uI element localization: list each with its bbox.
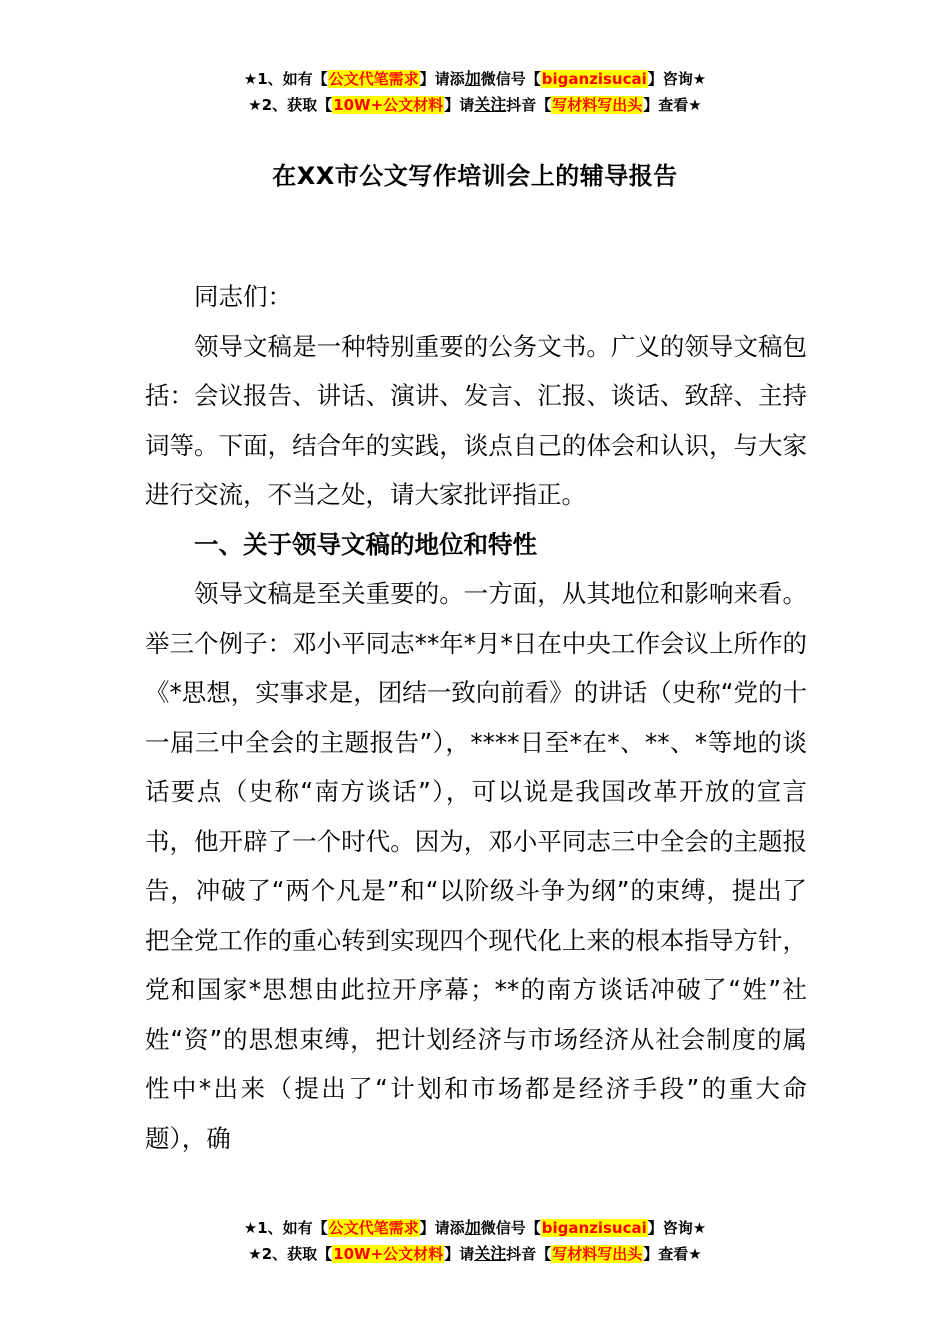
banner-text: 】咨询★ <box>647 70 707 88</box>
banner-text: 】咨询★ <box>647 1219 707 1237</box>
banner-underlined: 关注 <box>474 1244 507 1263</box>
banner-text: 抖音【 <box>506 1245 552 1263</box>
banner-text: ★1、如有【 <box>243 1219 328 1237</box>
banner-text: 微信号【 <box>480 1219 541 1237</box>
banner-line-2 <box>0 92 950 118</box>
highlight-materials: 10W+公文材料 <box>333 96 444 114</box>
section-heading: 一、关于领导文稿的地位和特性 <box>194 529 537 559</box>
footer-banner <box>0 1215 950 1267</box>
banner-text: 】查看★ <box>643 1245 702 1263</box>
banner-underlined: 加 <box>464 1218 481 1237</box>
highlight-service: 公文代笔需求 <box>328 1219 419 1237</box>
banner-text: 】请 <box>444 96 475 114</box>
highlight-wechat-id: biganzisucai <box>541 1219 647 1237</box>
banner-text: 】请添 <box>419 70 465 88</box>
highlight-douyin: 写材料写出头 <box>552 1245 643 1263</box>
header-banner <box>0 66 950 118</box>
banner-text: 】查看★ <box>643 96 702 114</box>
paragraph: 领导文稿是至关重要的。一方面，从其地位和影响来看。举三个例子：邓小平同志**年*月*日在中央工作会议上所作的《*思想，实事求是，团结一致向前看》的讲话（史称“党的十一届三中全会的主题报告”），****日至*在*、**、*等地的谈话要点（史称“南方谈话”），可以说是我国改革开放的宣言书，他开辟了一个时代。因为，邓小平同志三中全会的主题报告，冲破了“两个凡是”和“以阶级斗争为纲”的束缚，提出了把全党工作的重心转到实现四个现代化上来的根本指导方针，党和国家*思想由此拉开序幕；**的南方谈话冲破了“姓”社姓“资”的思想束缚，把计划经济与市场经济从社会制度的属性中*出来（提出了“计划和市场都是经济手段”的重大命题），确 <box>145 579 807 1153</box>
banner-text: 】请添 <box>419 1219 465 1237</box>
document-title: 在XX市公文写作培训会上的辅导报告 <box>272 162 678 190</box>
banner-text: 抖音【 <box>506 96 552 114</box>
salutation: 同志们： <box>194 282 292 311</box>
document-body <box>145 272 807 1163</box>
paragraph: 领导文稿是一种特别重要的公务文书。广义的领导文稿包括：会议报告、讲话、演讲、发言、汇报、谈话、致辞、主持词等。下面，结合年的实践，谈点自己的体会和认识，与大家进行交流，不当之处，请大家批评指正。 <box>145 331 807 509</box>
banner-underlined: 加 <box>464 69 481 88</box>
banner-text: 】请 <box>444 1245 475 1263</box>
highlight-douyin: 写材料写出头 <box>552 96 643 114</box>
banner-line-1 <box>0 66 950 92</box>
banner-text: ★1、如有【 <box>243 70 328 88</box>
banner-line-1 <box>0 1215 950 1241</box>
banner-underlined: 关注 <box>474 95 507 114</box>
banner-line-2 <box>0 1241 950 1267</box>
highlight-wechat-id: biganzisucai <box>541 70 647 88</box>
banner-text: ★2、获取【 <box>248 96 333 114</box>
banner-text: 微信号【 <box>480 70 541 88</box>
banner-text: ★2、获取【 <box>248 1245 333 1263</box>
highlight-service: 公文代笔需求 <box>328 70 419 88</box>
highlight-materials: 10W+公文材料 <box>333 1245 444 1263</box>
